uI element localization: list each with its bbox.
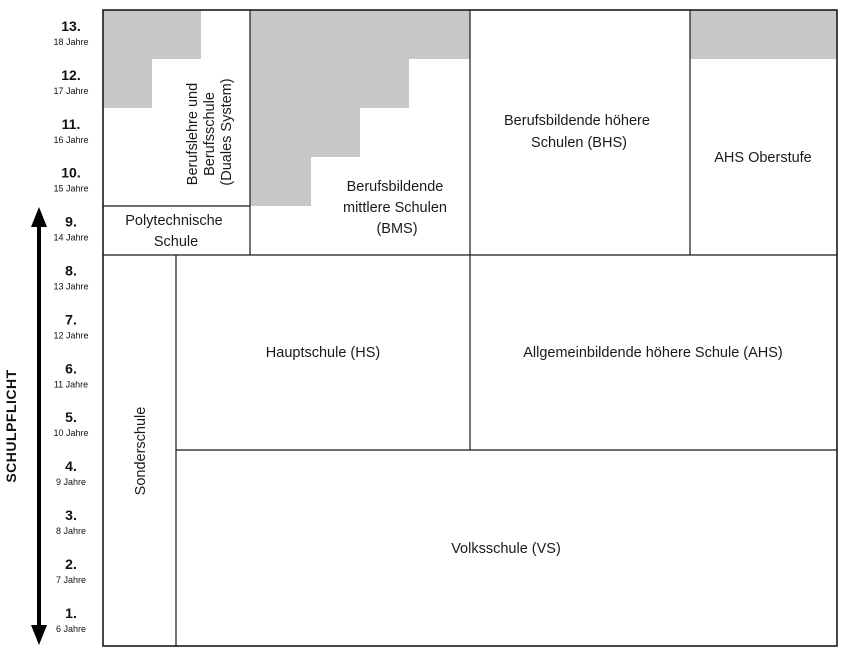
compulsory-arrow xyxy=(31,207,47,645)
grade-number: 12. xyxy=(61,66,81,83)
label-volksschule: Volksschule (VS) xyxy=(451,541,561,557)
grade-age: 17 Jahre xyxy=(53,85,89,96)
grade-number: 6. xyxy=(65,360,77,377)
grade-age: 12 Jahre xyxy=(53,330,89,341)
grade-number: 7. xyxy=(65,311,77,328)
label-polytechnische-schule: Polytechnische Schule xyxy=(125,213,223,250)
grade-age: 14 Jahre xyxy=(53,232,89,243)
compulsory-label: SCHULPFLICHT xyxy=(3,369,19,483)
grade-age: 10 Jahre xyxy=(53,428,89,439)
label-sonderschule: Sonderschule xyxy=(133,406,149,496)
grade-age: 15 Jahre xyxy=(53,183,89,194)
grade-number: 8. xyxy=(65,262,77,279)
label-ahs-oberstufe: AHS Oberstufe xyxy=(714,150,812,166)
grade-age: 13 Jahre xyxy=(53,281,89,292)
label-ahs: Allgemeinbildende höhere Schule (AHS) xyxy=(523,345,783,361)
grade-age: 9 Jahre xyxy=(55,477,87,488)
label-hauptschule: Hauptschule (HS) xyxy=(265,345,381,361)
grade-number: 5. xyxy=(65,409,77,426)
label-bms: Berufsbildende mittlere Schulen (BMS) xyxy=(343,179,447,237)
grade-age: 8 Jahre xyxy=(55,526,87,536)
grade-age: 6 Jahre xyxy=(55,623,87,634)
grade-number: 1. xyxy=(65,604,77,621)
grade-age: 7 Jahre xyxy=(55,574,87,585)
grade-age: 18 Jahre xyxy=(53,37,89,47)
grade-number: 10. xyxy=(61,164,81,181)
label-bhs: Berufsbildende höhere Schulen (BHS) xyxy=(504,113,650,151)
grade-number: 2. xyxy=(65,555,77,572)
grade-age: 16 Jahre xyxy=(53,134,89,145)
grade-number: 3. xyxy=(65,507,77,523)
grade-number: 11. xyxy=(61,115,81,132)
grade-age: 11 Jahre xyxy=(53,379,89,390)
grade-number: 9. xyxy=(65,213,77,230)
grade-number: 4. xyxy=(65,458,77,475)
shade-bms xyxy=(250,10,470,206)
label-berufslehre: Berufslehre und Berufsschule (Duales System) xyxy=(185,78,235,186)
grade-axis xyxy=(53,18,88,634)
grade-number: 13. xyxy=(61,18,81,34)
shade-ahs-oberstufe xyxy=(690,10,837,59)
